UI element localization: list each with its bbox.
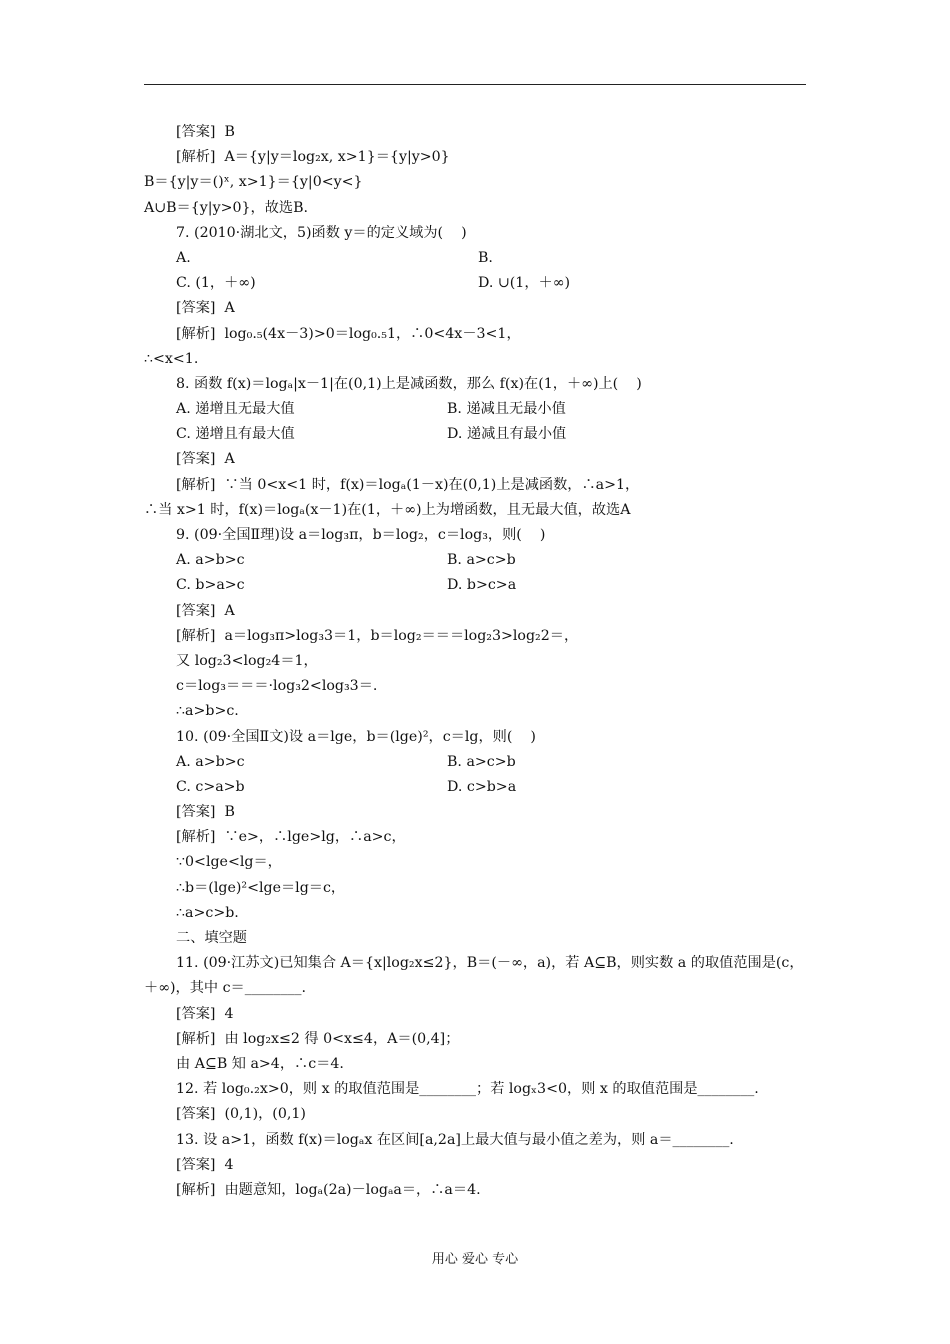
line-text: ∴a>b>c.: [176, 703, 239, 720]
line-text: C. 递增且有最大值: [176, 426, 295, 443]
option-right: D. b>c>a: [447, 577, 517, 594]
text-line: [144, 397, 806, 422]
line-text: [解析] a＝log₃π>log₃3＝1，b＝log₂＝＝＝log₂3>log₂2＝，: [176, 627, 579, 644]
text-line: [144, 498, 806, 523]
header-rule: [144, 84, 806, 85]
line-text: 由 A⊆B 知 a>4，∴c＝4.: [176, 1055, 344, 1072]
text-line: [144, 120, 806, 145]
line-text: [答案] 4: [176, 1005, 234, 1022]
line-text: 二、填空题: [176, 930, 247, 946]
text-line: [144, 196, 806, 221]
text-line: [144, 246, 806, 271]
text-line: [144, 725, 806, 750]
line-text: 又 log₂3<log₂4＝1，: [176, 652, 318, 669]
line-text: A. a>b>c: [176, 552, 245, 569]
line-text: 13. 设 a>1，函数 f(x)＝logₐx 在区间[a,2a]上最大值与最小值之差为，则 a＝________.: [176, 1131, 734, 1148]
line-text: 8. 函数 f(x)＝logₐ|x－1|在(0,1)上是减函数，那么 f(x)在(1，＋∞)上( ): [176, 375, 642, 392]
line-text: ∴<x<1.: [144, 350, 199, 367]
line-text: [答案] B: [176, 804, 235, 821]
text-line: [144, 1027, 806, 1052]
line-text: ∴a>c>b.: [176, 904, 239, 921]
line-text: c＝log₃＝＝＝·log₃2<log₃3＝.: [176, 678, 378, 695]
option-right: D. ∪(1，＋∞): [478, 275, 571, 292]
line-text: A.: [176, 249, 191, 266]
line-text: 9. (09·全国Ⅱ理)设 a＝log₃π，b＝log₂，c＝log₃，则( ): [176, 527, 546, 543]
text-line: [144, 1178, 806, 1203]
text-line: [144, 1128, 806, 1153]
text-line: [144, 1052, 806, 1077]
text-line: [144, 926, 806, 951]
text-line: [144, 221, 806, 246]
text-line: [144, 850, 806, 875]
line-text: 11. (09·江苏文)已知集合 A＝{x|log₂x≤2}，B＝(－∞，a)，若 A⊆B，则实数 a 的取值范围是(c，＋∞)，其中 c＝________.: [144, 955, 804, 997]
text-line: [144, 422, 806, 447]
text-line: [144, 775, 806, 800]
option-right: B. a>c>b: [447, 753, 516, 770]
line-text: [解析] ∵e>，∴lge>lg，∴a>c，: [176, 829, 406, 846]
text-line: [144, 347, 806, 372]
text-line: [144, 296, 806, 321]
text-line: [144, 901, 806, 926]
line-text: [答案] A: [176, 300, 235, 317]
document-body: [144, 120, 806, 1203]
text-line: [144, 624, 806, 649]
line-text: 7. (2010·湖北文，5)函数 y＝的定义域为( ): [176, 224, 467, 241]
text-line: [144, 145, 806, 170]
option-right: D. c>b>a: [447, 778, 517, 795]
line-text: [答案] A: [176, 602, 235, 619]
page-footer: 用心 爱心 专心: [431, 1252, 519, 1267]
line-text: C. (1，＋∞): [176, 275, 256, 292]
text-line: [144, 800, 806, 825]
line-text: [解析] A＝{y|y＝log₂x, x>1}＝{y|y>0}: [176, 149, 450, 166]
text-line: [144, 699, 806, 724]
line-text: A. 递增且无最大值: [176, 401, 295, 418]
line-text: ∴b＝(lge)²<lge＝lg＝c，: [176, 879, 346, 896]
text-line: [144, 951, 806, 1001]
text-line: [144, 1102, 806, 1127]
line-text: B＝{y|y＝()ˣ, x>1}＝{y|0<y<}: [144, 174, 363, 191]
line-text: ∴当 x>1 时，f(x)＝logₐ(x－1)在(1，＋∞)上为增函数，且无最大值，故选A: [144, 501, 631, 518]
text-line: [144, 599, 806, 624]
line-text: C. c>a>b: [176, 778, 245, 795]
line-text: [解析] 由 log₂x≤2 得 0<x≤4，A＝(0,4]；: [176, 1030, 460, 1047]
text-line: [144, 548, 806, 573]
option-right: D. 递减且有最小值: [447, 426, 567, 443]
line-text: [解析] log₀.₅(4x－3)>0＝log₀.₅1，∴0<4x－3<1，: [176, 325, 521, 342]
option-right: B. a>c>b: [447, 552, 516, 569]
line-text: [解析] 由题意知，logₐ(2a)－logₐa＝，∴a＝4.: [176, 1181, 481, 1198]
text-line: [144, 1153, 806, 1178]
line-text: ∵0<lge<lg＝，: [176, 854, 282, 871]
line-text: [答案] B: [176, 124, 235, 140]
text-line: [144, 447, 806, 472]
text-line: [144, 473, 806, 498]
text-line: [144, 649, 806, 674]
text-line: [144, 271, 806, 296]
text-line: [144, 674, 806, 699]
line-text: [答案] A: [176, 451, 235, 468]
option-right: B.: [478, 249, 493, 266]
line-text: 10. (09·全国Ⅱ文)设 a＝lge，b＝(lge)²，c＝lg，则( ): [176, 728, 536, 745]
line-text: 12. 若 log₀.₂x>0，则 x 的取值范围是________；若 logₓ3<0，则 x 的取值范围是________.: [176, 1081, 759, 1098]
line-text: C. b>a>c: [176, 577, 245, 594]
line-text: [答案] 4: [176, 1156, 234, 1173]
text-line: [144, 825, 806, 850]
line-text: [答案] (0,1)，(0,1): [176, 1106, 306, 1123]
option-right: B. 递减且无最小值: [447, 401, 566, 418]
text-line: [144, 573, 806, 598]
text-line: [144, 750, 806, 775]
line-text: [解析] ∵当 0<x<1 时，f(x)＝logₐ(1－x)在(0,1)上是减函数，∴a>1，: [176, 476, 640, 493]
text-line: [144, 372, 806, 397]
text-line: [144, 1077, 806, 1102]
text-line: [144, 523, 806, 548]
line-text: A∪B＝{y|y>0}，故选B.: [144, 199, 309, 216]
line-text: A. a>b>c: [176, 753, 245, 770]
text-line: [144, 322, 806, 347]
text-line: [144, 170, 806, 195]
text-line: [144, 876, 806, 901]
text-line: [144, 1002, 806, 1027]
